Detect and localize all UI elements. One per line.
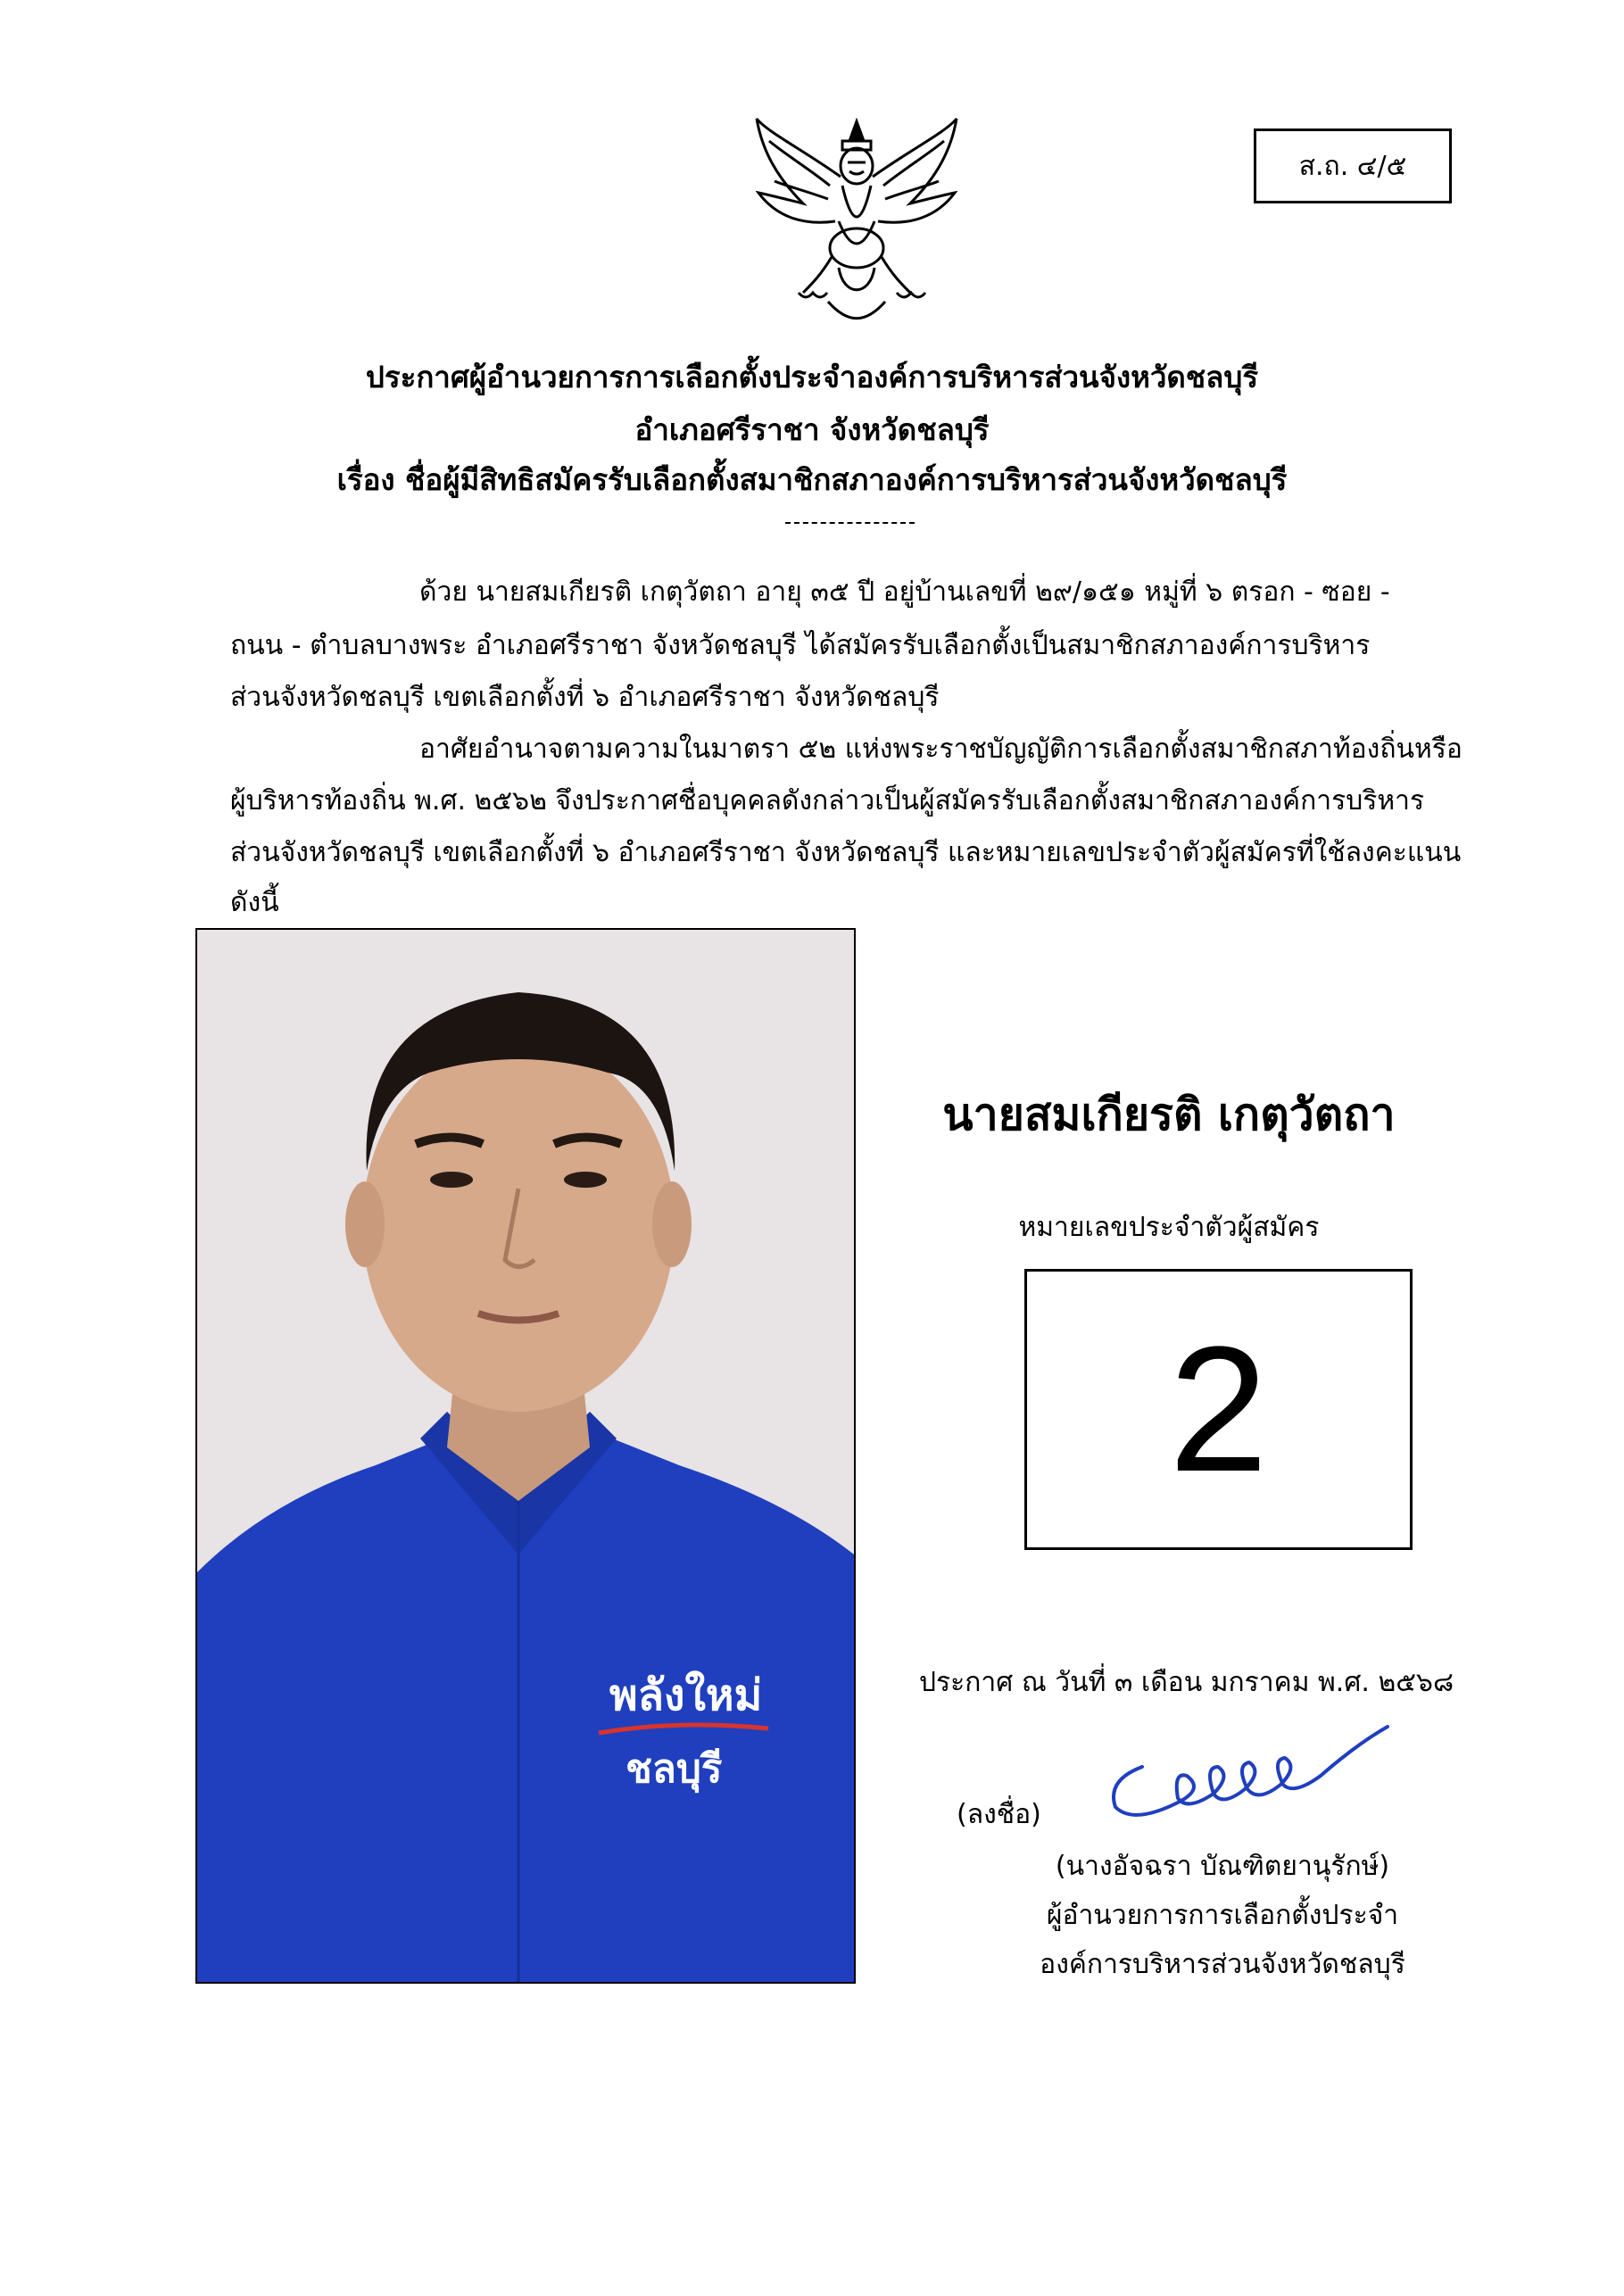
paragraph-1-line-3: ส่วนจังหวัดชลบุรี เขตเลือกตั้งที่ ๖ อำเภอศรีราชา จังหวัดชลบุรี (230, 682, 940, 713)
header-divider (785, 522, 915, 524)
signer-position-line-2: องค์การบริหารส่วนจังหวัดชลบุรี (1040, 1949, 1405, 1980)
paragraph-2-line-1: อาศัยอำนาจตามความในมาตรา ๕๒ แห่งพระราชบัญญัติการเลือกตั้งสมาชิกสภาท้องถิ่นหรือ (419, 734, 1462, 765)
garuda-emblem-icon (750, 114, 964, 327)
handwritten-signature (1089, 1713, 1410, 1838)
paragraph-1-line-1: ด้วย นายสมเกียรติ เกตุวัตถา อายุ ๓๕ ปี อยู่บ้านเลขที่ ๒๙/๑๕๑ หมู่ที่ ๖ ตรอก - ซอย - (419, 576, 1390, 608)
form-code: ส.ถ. ๔/๕ (1298, 150, 1407, 182)
signer-position-line-1: ผู้อำนวยการการเลือกตั้งประจำ (1046, 1900, 1399, 1931)
portrait-illustration (197, 930, 854, 1982)
paragraph-2-line-3: ส่วนจังหวัดชลบุรี เขตเลือกตั้งที่ ๖ อำเภอศรีราชา จังหวัดชลบุรี และหมายเลขประจำตัวผู้สมัครที่ใช้ลงคะแนน (230, 837, 1462, 868)
title-line-2: อำเภอศรีราชา จังหวัดชลบุรี (634, 412, 990, 447)
paragraph-2-line-4: ดังนี้ (230, 887, 279, 918)
candidate-number: 2 (1168, 1309, 1269, 1509)
shirt-logo-line-2: ชลบุรี (626, 1746, 723, 1792)
candidate-number-label: หมายเลขประจำตัวผู้สมัคร (1018, 1212, 1320, 1243)
paragraph-1-line-2: ถนน - ตำบลบางพระ อำเภอศรีราชา จังหวัดชลบุรี ได้สมัครรับเลือกตั้งเป็นสมาชิกสภาองค์การบริหาร (230, 630, 1371, 661)
candidate-name: นายสมเกียรติ เกตุวัตถา (942, 1089, 1396, 1140)
shirt-logo-line-1: พลังใหม่ (609, 1670, 763, 1720)
signer-name: (นางอัจฉรา บัณฑิตยานุรักษ์) (1055, 1851, 1390, 1882)
title-line-1: ประกาศผู้อำนวยการการเลือกตั้งประจำองค์การบริหารส่วนจังหวัดชลบุรี (365, 360, 1259, 394)
title-line-3: เรื่อง ชื่อผู้มีสิทธิสมัครรับเลือกตั้งสมาชิกสภาองค์การบริหารส่วนจังหวัดชลบุรี (336, 462, 1288, 497)
announcement-date: ประกาศ ณ วันที่ ๓ เดือน มกราคม พ.ศ. ๒๕๖๘ (919, 1667, 1454, 1698)
form-code-box (1254, 128, 1452, 203)
candidate-number-box (1024, 1269, 1413, 1550)
paragraph-2-line-2: ผู้บริหารท้องถิ่น พ.ศ. ๒๕๖๒ จึงประกาศชื่อบุคคลดังกล่าวเป็นผู้สมัครรับเลือกตั้งสมาชิกสภาองค์การบริหาร (230, 785, 1425, 816)
header-divider-text (785, 507, 789, 508)
sign-label: (ลงชื่อ) (957, 1799, 1041, 1830)
candidate-photo (195, 928, 856, 1984)
